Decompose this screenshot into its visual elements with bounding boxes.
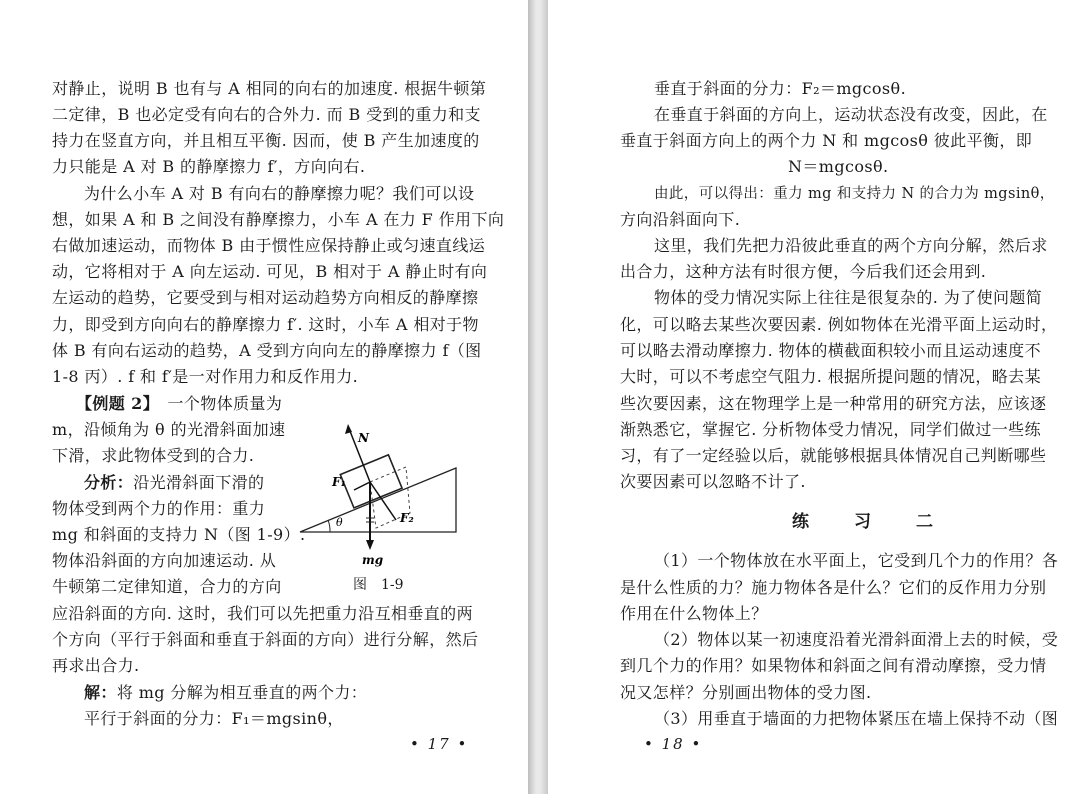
text-line: 化，可以略去某些次要因素. 例如物体在光滑平面上运动时， — [620, 315, 1058, 334]
angle-arc — [328, 520, 330, 532]
page-number: • 17 • — [410, 735, 469, 753]
text-line: 物体的受力情况实际上往往是很复杂的. 为了使问题简 — [654, 288, 1043, 307]
text-line: m，沿倾角为 θ 的光滑斜面加速 — [52, 420, 286, 439]
text-line: 物体沿斜面的方向加速运动. 从 — [52, 551, 277, 570]
text-line: 力只能是 A 对 B 的静摩擦力 f′，方向向右. — [52, 157, 366, 176]
text-line: 再求出合力. — [52, 656, 140, 675]
analysis-text: 沿光滑斜面下滑的 — [133, 473, 265, 492]
text-line: 二定律，B 也必定受有向右的合外力. 而 B 受到的重力和支 — [52, 105, 481, 124]
page-number: • 18 • — [644, 735, 703, 753]
solution-line — [84, 683, 367, 703]
analysis-label: 分析： — [84, 473, 134, 492]
text-line: 垂直于斜面的分力：F₂＝mgcosθ. — [654, 79, 907, 98]
text-line: 由此，可以得出：重力 mg 和支持力 N 的合力为 mgsinθ， — [654, 186, 1055, 202]
solution-label: 解： — [84, 683, 117, 702]
left-page — [0, 0, 528, 794]
text-line: 大时，可以不考虑空气阻力. 根据所提问题的情况，略去某 — [620, 367, 1041, 386]
label-mg: mg — [362, 553, 384, 567]
example-line — [76, 394, 282, 414]
text-line: 渐熟悉它，掌握它. 分析物体受力情况，同学们做过一些练 — [620, 420, 1041, 439]
text-line: 垂直于斜面方向上的两个力 N 和 mgcosθ 彼此平衡，即 — [620, 131, 1033, 150]
right-page — [548, 0, 1080, 794]
text-line: 些次要因素，这在物理学上是一种常用的研究方法，应该逐 — [620, 394, 1047, 413]
text-line: 对静止，说明 B 也有与 A 相同的向右的加速度. 根据牛顿第 — [52, 79, 487, 98]
example-label: 【例题 2】 — [76, 394, 152, 413]
text-line: 是什么性质的力？施力物体各是什么？它们的反作用力分别 — [620, 578, 1047, 597]
label-f1: F₁ — [332, 475, 346, 489]
text-line: 出合力，这种方法有时很方便，今后我们还会用到. — [620, 262, 987, 281]
text-line: 1-8 丙）. f 和 f′是一对作用力和反作用力. — [52, 367, 359, 386]
text-line: 右做加速运动，而物体 B 由于惯性应保持静止或匀速直线运 — [52, 236, 486, 255]
text-line: 况又怎样？分别画出物体的受力图. — [620, 683, 872, 702]
text-line: 持力在竖直方向，并且相互平衡. 因而，使 B 产生加速度的 — [52, 131, 480, 150]
text-line: 物体受到两个力的作用：重力 — [52, 499, 266, 518]
text-line: 体 B 有向右运动的趋势，A 受到方向向左的静摩擦力 f（图 — [52, 341, 482, 360]
text-line: 左运动的趋势，它要受到与相对运动趋势方向相反的静摩擦 — [52, 288, 479, 307]
text-line: 为什么小车 A 对 B 有向右的静摩擦力呢？我们可以设 — [84, 184, 475, 203]
label-f2: F₂ — [400, 511, 414, 525]
text-line: 下滑，求此物体受到的合力. — [52, 446, 255, 465]
example-text: 一个物体质量为 — [167, 394, 283, 413]
label-n: N — [358, 431, 369, 445]
text-line: 方向沿斜面向下. — [620, 210, 741, 229]
text-line: 在垂直于斜面的方向上，运动状态没有改变，因此，在 — [654, 105, 1048, 124]
gravity-arrowhead — [366, 540, 374, 550]
text-line: 动，它将相对于 A 向左运动. 可见，B 相对于 A 静止时有向 — [52, 262, 488, 281]
exercise-heading: 练 习 二 — [792, 512, 947, 532]
solution-text: 将 mg 分解为相互垂直的两个力： — [116, 683, 368, 702]
text-line: 可以略去滑动摩擦力. 物体的横截面积较小而且运动速度不 — [620, 341, 1041, 360]
text-line: 应沿斜面的方向. 这时，我们可以先把重力沿互相垂直的两 — [52, 604, 473, 623]
text-line: mg 和斜面的支持力 N（图 1-9）. — [52, 525, 306, 544]
exercise-item: （2）物体以某一初速度沿着光滑斜面滑上去的时候，受 — [654, 630, 1059, 649]
figure-caption: 图 1-9 — [353, 577, 404, 593]
analysis-line — [84, 473, 264, 493]
text-line: 作用在什么物体上？ — [620, 604, 768, 623]
book-gutter — [528, 0, 548, 794]
label-theta: θ — [336, 516, 343, 529]
text-line: 到几个力的作用？如果物体和斜面之间有滑动摩擦，受力情 — [620, 656, 1047, 675]
text-line: 力，即受到方向向右的静摩擦力 f′. 这时，小车 A 相对于物 — [52, 315, 479, 334]
text-line: 习，有了一定经验以后，就能够根据具体情况自己判断哪些 — [620, 446, 1047, 465]
exercise-item: （1）一个物体放在水平面上，它受到几个力的作用？各 — [654, 551, 1059, 570]
text-line: 次要因素可以忽略不计了. — [620, 472, 806, 491]
exercise-item: （3）用垂直于墙面的力把物体紧压在墙上保持不动（图 — [654, 709, 1059, 728]
text-line: 个方向（平行于斜面和垂直于斜面的方向）进行分解，然后 — [52, 630, 479, 649]
text-line: 想，如果 A 和 B 之间没有静摩擦力，小车 A 在力 F 作用下向 — [52, 210, 505, 229]
text-line: 牛顿第二定律知道，合力的方向 — [52, 577, 282, 596]
incline-force-diagram — [296, 418, 466, 568]
text-line: 这里，我们先把力沿彼此垂直的两个方向分解，然后求 — [654, 236, 1048, 255]
text-line: 平行于斜面的分力：F₁＝mgsinθ， — [84, 709, 344, 728]
formula-line: N＝mgcosθ. — [788, 157, 889, 176]
